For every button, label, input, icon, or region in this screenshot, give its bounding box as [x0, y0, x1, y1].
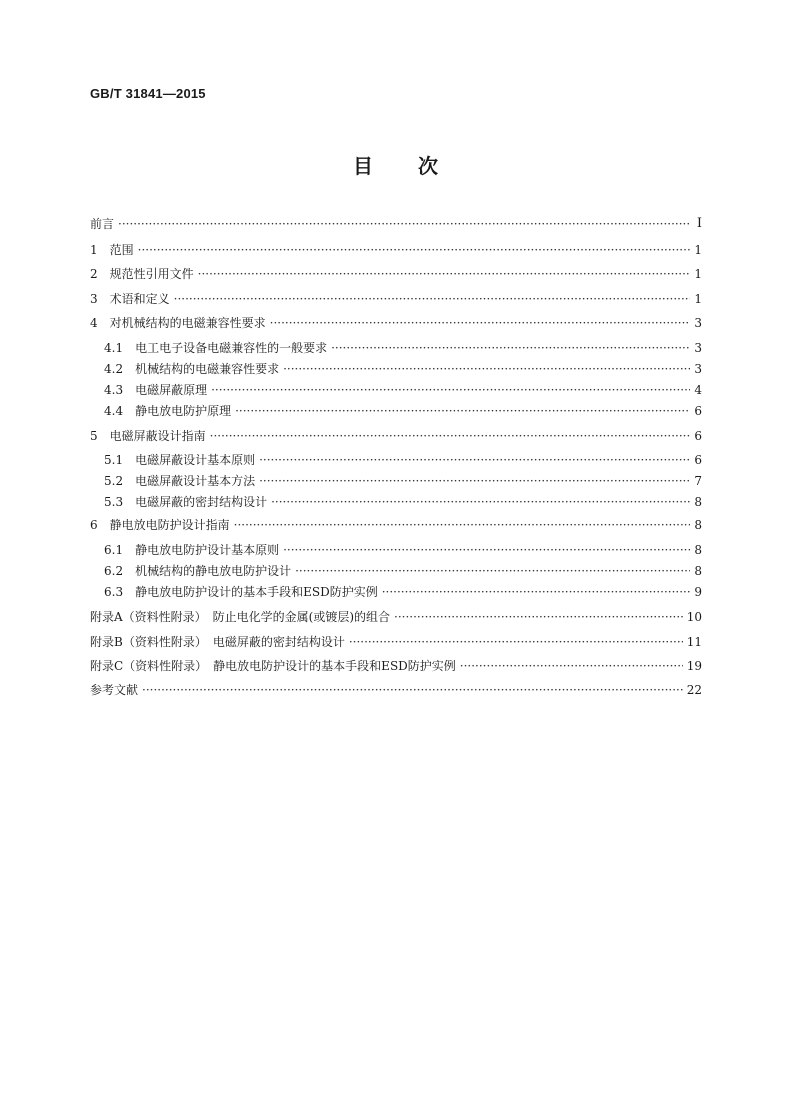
- toc-entry-page: 8: [694, 564, 702, 578]
- toc-entry-number: 6.3: [104, 585, 124, 599]
- dot-leader: [349, 632, 683, 652]
- toc-entry-label: 参考文献: [90, 683, 139, 697]
- title-part-1: 目: [353, 154, 374, 178]
- toc-entry[interactable]: [104, 561, 702, 581]
- toc-entry-number: 4.4: [104, 404, 124, 418]
- toc-entry-number: 4: [90, 316, 98, 330]
- toc-entry-label: 电磁屏蔽原理: [135, 383, 208, 397]
- toc-entry-page: 7: [694, 474, 702, 488]
- toc-entry[interactable]: [104, 338, 702, 358]
- toc-entry-page: 8: [694, 495, 702, 509]
- title-part-2: 次: [418, 154, 439, 178]
- toc-entry[interactable]: [104, 582, 702, 602]
- toc-entry[interactable]: [104, 359, 702, 379]
- toc-entry-page: 19: [686, 659, 702, 673]
- toc-entry-label: 电磁屏蔽的密封结构设计: [135, 495, 268, 509]
- toc-entry[interactable]: [104, 492, 702, 512]
- dot-leader: [234, 515, 690, 535]
- toc-entry-label: 电磁屏蔽设计指南: [109, 429, 206, 443]
- toc-entry[interactable]: [90, 607, 702, 627]
- toc-entry-page: 3: [694, 362, 702, 376]
- toc-entry-label: 附录C（资料性附录） 静电放电防护设计的基本手段和ESD防护实例: [90, 659, 456, 673]
- toc-entry-label: 机械结构的电磁兼容性要求: [135, 362, 280, 376]
- toc-entry-page: 3: [694, 316, 702, 330]
- toc-entry[interactable]: [104, 540, 702, 560]
- toc-entry-number: 2: [90, 267, 98, 281]
- toc-entry[interactable]: [90, 240, 702, 260]
- toc-entry-number: 6: [90, 518, 98, 532]
- toc-entry-number: 5: [90, 429, 98, 443]
- toc-entry-page: 1: [694, 243, 702, 257]
- toc-entry[interactable]: [90, 214, 702, 234]
- dot-leader: [259, 450, 690, 470]
- toc-entry-number: 3: [90, 292, 98, 306]
- toc-entry[interactable]: [90, 264, 702, 284]
- toc-entry-page: Ⅰ: [696, 216, 702, 231]
- toc-entry[interactable]: [104, 471, 702, 491]
- toc-entry-label: 机械结构的静电放电防护设计: [135, 564, 292, 578]
- toc-entry-label: 静电放电防护原理: [135, 404, 232, 418]
- dot-leader: [270, 313, 690, 333]
- toc-entry-label: 静电放电防护设计指南: [109, 518, 230, 532]
- toc-entry-page: 10: [686, 610, 702, 624]
- dot-leader: [271, 492, 690, 512]
- dot-leader: [142, 680, 683, 700]
- toc-entry-label: 附录A（资料性附录） 防止电化学的金属(或镀层)的组合: [90, 610, 391, 624]
- toc-entry-page: 8: [694, 518, 702, 532]
- toc-entry-number: 1: [90, 243, 98, 257]
- document-code: GB/T 31841—2015: [90, 86, 206, 101]
- toc-entry-page: 8: [694, 543, 702, 557]
- dot-leader: [198, 264, 690, 284]
- toc-entry[interactable]: [90, 515, 702, 535]
- toc-entry[interactable]: [90, 289, 702, 309]
- toc-entry-label: 附录B（资料性附录） 电磁屏蔽的密封结构设计: [90, 635, 345, 649]
- toc-entry-page: 1: [694, 292, 702, 306]
- toc-entry-number: 4.1: [104, 341, 124, 355]
- dot-leader: [138, 240, 690, 260]
- toc-entry-number: 5.1: [104, 453, 124, 467]
- toc-entry-page: 4: [694, 383, 702, 397]
- toc-entry-number: 6.1: [104, 543, 124, 557]
- dot-leader: [259, 471, 690, 491]
- dot-leader: [235, 401, 690, 421]
- dot-leader: [174, 289, 690, 309]
- dot-leader: [295, 561, 690, 581]
- toc-entry-page: 6: [694, 404, 702, 418]
- toc-entry[interactable]: [104, 380, 702, 400]
- toc-entry[interactable]: [90, 313, 702, 333]
- toc-entry-label: 前言: [90, 217, 115, 231]
- toc-entry-page: 6: [694, 453, 702, 467]
- toc-entry[interactable]: [90, 680, 702, 700]
- page-title: [0, 150, 792, 179]
- toc-entry-page: 3: [694, 341, 702, 355]
- toc-entry[interactable]: [104, 450, 702, 470]
- toc-entry-label: 电磁屏蔽设计基本原则: [135, 453, 256, 467]
- toc-entry-label: 术语和定义: [109, 292, 170, 306]
- dot-leader: [460, 656, 683, 676]
- toc-entry-number: 4.3: [104, 383, 124, 397]
- dot-leader: [211, 380, 690, 400]
- toc-entry[interactable]: [90, 656, 702, 676]
- toc-entry-label: 规范性引用文件: [109, 267, 194, 281]
- toc-entry-page: 9: [694, 585, 702, 599]
- toc-entry[interactable]: [90, 426, 702, 446]
- dot-leader: [283, 359, 690, 379]
- toc-entry-label: 静电放电防护设计的基本手段和ESD防护实例: [135, 585, 378, 599]
- toc-entry-number: 4.2: [104, 362, 124, 376]
- toc-entry-label: 对机械结构的电磁兼容性要求: [109, 316, 266, 330]
- toc-entry-label: 电磁屏蔽设计基本方法: [135, 474, 256, 488]
- dot-leader: [382, 582, 690, 602]
- toc-entry-page: 22: [686, 683, 702, 697]
- toc-entry-number: 5.3: [104, 495, 124, 509]
- dot-leader: [210, 426, 690, 446]
- toc-entry-page: 11: [686, 635, 702, 649]
- dot-leader: [331, 338, 690, 358]
- toc-entry-number: 5.2: [104, 474, 124, 488]
- toc-entry[interactable]: [104, 401, 702, 421]
- toc-entry-label: 静电放电防护设计基本原则: [135, 543, 280, 557]
- toc-entry[interactable]: [90, 632, 702, 652]
- toc-entry-label: 范围: [109, 243, 134, 257]
- toc-entry-label: 电工电子设备电磁兼容性的一般要求: [135, 341, 328, 355]
- toc-entry-page: 1: [694, 267, 702, 281]
- dot-leader: [283, 540, 690, 560]
- toc-entry-number: 6.2: [104, 564, 124, 578]
- dot-leader: [394, 607, 683, 627]
- toc-entry-page: 6: [694, 429, 702, 443]
- dot-leader: [118, 214, 690, 234]
